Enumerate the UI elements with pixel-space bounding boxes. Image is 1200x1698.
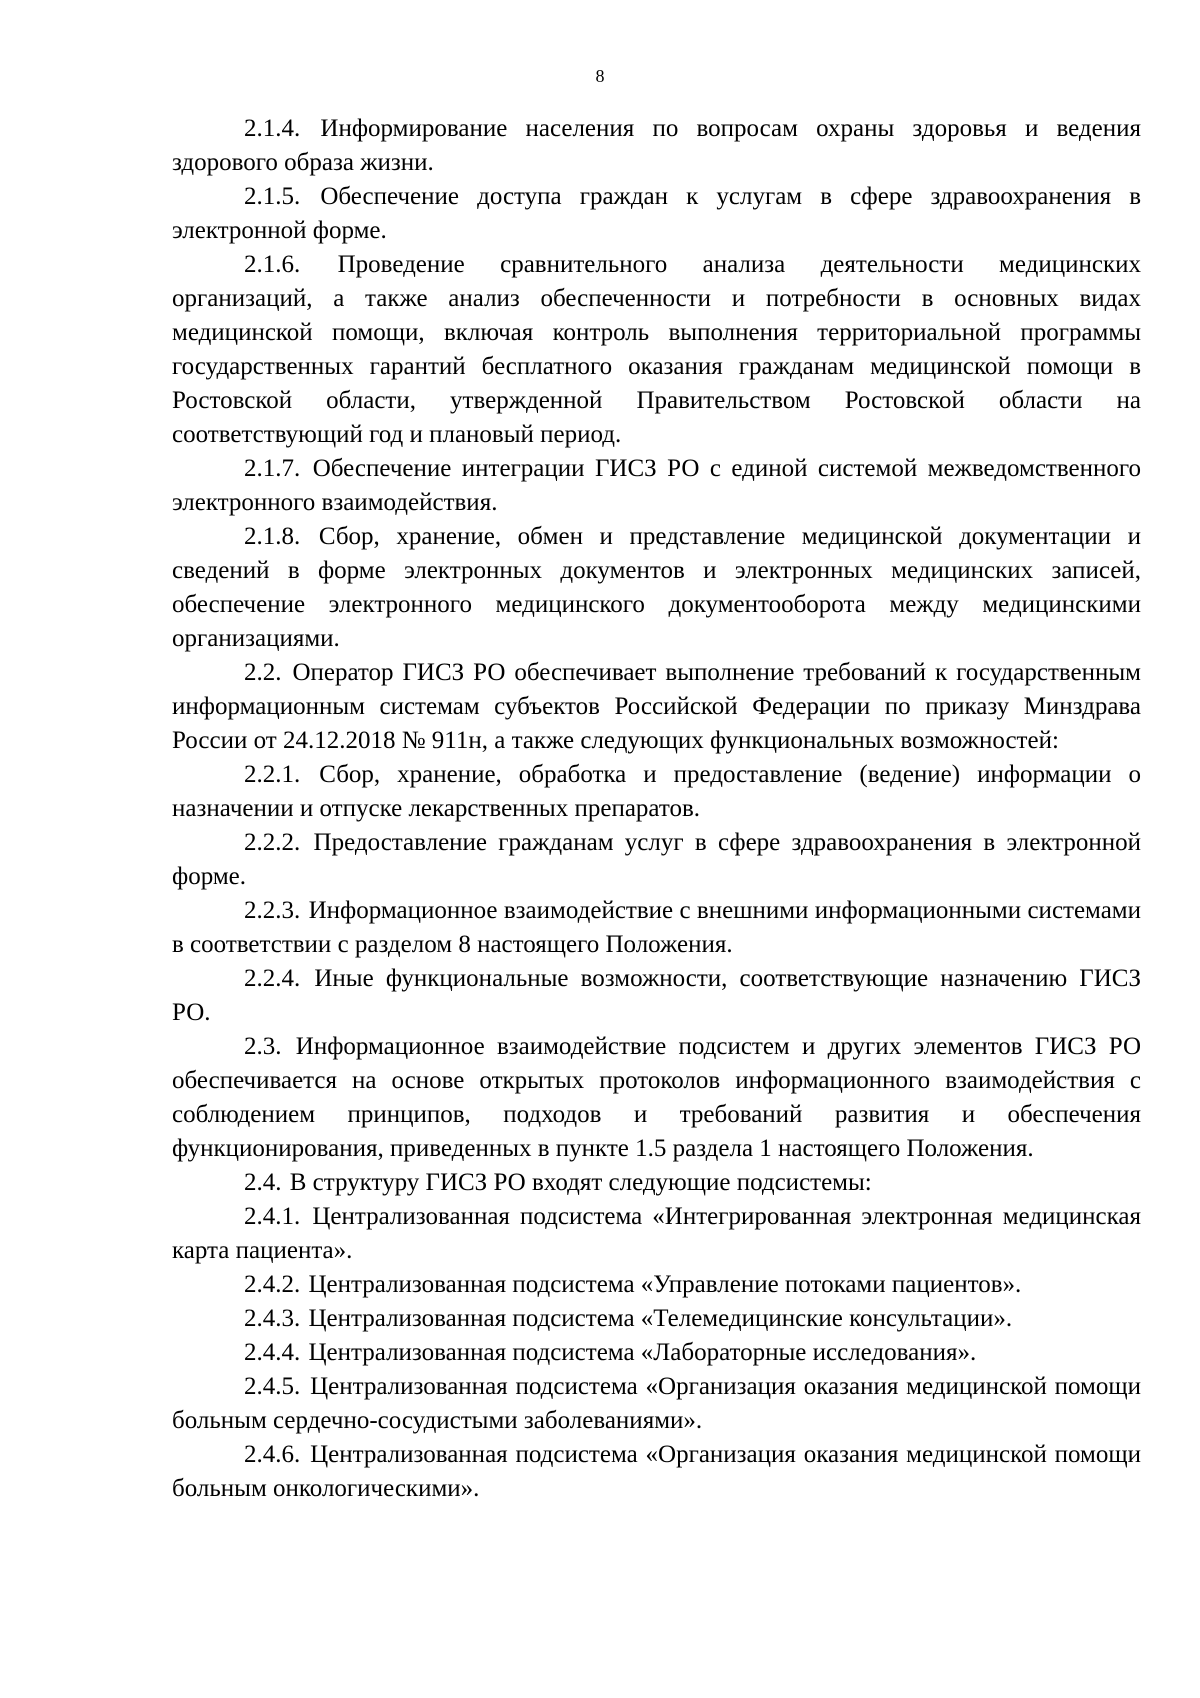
paragraph-2-4-1	[172, 1200, 1141, 1268]
paragraph-number: 2.1.4.	[244, 115, 301, 142]
paragraph-text: Централизованная подсистема «Организация оказания медицинской помощи больным сердечно-сосудистыми заболеваниями».	[172, 1373, 1142, 1434]
paragraph-2-2-2	[172, 826, 1141, 894]
paragraph-2-4-5	[172, 1370, 1141, 1438]
paragraph-text: Обеспечение доступа граждан к услугам в сфере здравоохранения в электронной форме.	[172, 183, 1141, 244]
paragraph-2-1-6	[172, 248, 1141, 452]
paragraph-number: 2.1.7.	[244, 455, 301, 482]
paragraph-2-2	[172, 656, 1141, 758]
paragraph-2-2-4	[172, 962, 1141, 1030]
paragraph-text: Централизованная подсистема «Телемедицинские консультации».	[308, 1305, 1013, 1332]
paragraph-2-4-2	[172, 1268, 1141, 1302]
paragraph-2-1-7	[172, 452, 1141, 520]
paragraph-text: Иные функциональные возможности, соответствующие назначению ГИСЗ РО.	[172, 965, 1141, 1026]
document-body	[172, 112, 1141, 1506]
paragraph-2-4-3	[172, 1302, 1141, 1336]
paragraph-text: Централизованная подсистема «Лабораторные исследования».	[308, 1339, 977, 1366]
paragraph-text: Информационное взаимодействие подсистем и других элементов ГИСЗ РО обеспечивается на основе открытых протоколов информационного взаимодействия с соблюдением принципов, подходов и требований развития и обеспечения функционирования, приведенных в пункте 1.5 раздела 1 настоящего Положения.	[172, 1033, 1141, 1162]
paragraph-2-2-3	[172, 894, 1141, 962]
paragraph-number: 2.1.6.	[244, 251, 301, 278]
paragraph-number: 2.2.3.	[244, 897, 301, 924]
paragraph-text: Оператор ГИСЗ РО обеспечивает выполнение требований к государственным информационным системам субъектов Российской Федерации по приказу Минздрава России от 24.12.2018 № 911н, а также следующих функциональных возможностей:	[172, 659, 1141, 754]
paragraph-number: 2.2.	[244, 659, 282, 686]
paragraph-2-4-4	[172, 1336, 1141, 1370]
paragraph-2-1-8	[172, 520, 1141, 656]
paragraph-number: 2.4.4.	[244, 1339, 301, 1366]
paragraph-number: 2.1.8.	[244, 523, 301, 550]
paragraph-number: 2.4.2.	[244, 1271, 301, 1298]
paragraph-text: Информирование населения по вопросам охраны здоровья и ведения здорового образа жизни.	[172, 115, 1141, 176]
paragraph-2-3	[172, 1030, 1141, 1166]
paragraph-2-1-4	[172, 112, 1141, 180]
paragraph-number: 2.4.5.	[244, 1373, 301, 1400]
paragraph-text: Предоставление гражданам услуг в сфере здравоохранения в электронной форме.	[172, 829, 1142, 890]
paragraph-number: 2.4.3.	[244, 1305, 301, 1332]
paragraph-number: 2.3.	[244, 1033, 282, 1060]
page-number: 8	[595, 66, 605, 86]
paragraph-2-1-5	[172, 180, 1141, 248]
paragraph-text: Обеспечение интеграции ГИСЗ РО с единой системой межведомственного электронного взаимодействия.	[172, 455, 1142, 516]
paragraph-2-2-1	[172, 758, 1141, 826]
paragraph-number: 2.2.1.	[244, 761, 301, 788]
paragraph-text: Сбор, хранение, обработка и предоставление (ведение) информации о назначении и отпуске лекарственных препаратов.	[172, 761, 1142, 822]
paragraph-number: 2.2.4.	[244, 965, 301, 992]
paragraph-number: 2.4.6.	[244, 1441, 301, 1468]
paragraph-number: 2.4.	[244, 1169, 282, 1196]
paragraph-number: 2.4.1.	[244, 1203, 301, 1230]
paragraph-number: 2.1.5.	[244, 183, 301, 210]
paragraph-2-4	[172, 1166, 1141, 1200]
paragraph-text: Сбор, хранение, обмен и представление медицинской документации и сведений в форме электронных документов и электронных медицинских записей, обеспечение электронного медицинского документооборота между медицинскими организациями.	[172, 523, 1141, 652]
paragraph-text: Централизованная подсистема «Интегрированная электронная медицинская карта пациента».	[172, 1203, 1142, 1264]
paragraph-text: Проведение сравнительного анализа деятельности медицинских организаций, а также анализ обеспеченности и потребности в основных видах медицинской помощи, включая контроль выполнения территориальной программы государственных гарантий бесплатного оказания гражданам медицинской помощи в Ростовской области, утвержденной Правительством Ростовской области на соответствующий год и плановый период.	[172, 251, 1141, 448]
paragraph-2-4-6	[172, 1438, 1141, 1506]
paragraph-text: Централизованная подсистема «Организация оказания медицинской помощи больным онкологическими».	[172, 1441, 1142, 1502]
paragraph-text: Централизованная подсистема «Управление потоками пациентов».	[308, 1271, 1022, 1298]
paragraph-number: 2.2.2.	[244, 829, 301, 856]
paragraph-text: Информационное взаимодействие с внешними информационными системами в соответствии с разделом 8 настоящего Положения.	[172, 897, 1142, 958]
paragraph-text: В структуру ГИСЗ РО входят следующие подсистемы:	[289, 1169, 872, 1196]
